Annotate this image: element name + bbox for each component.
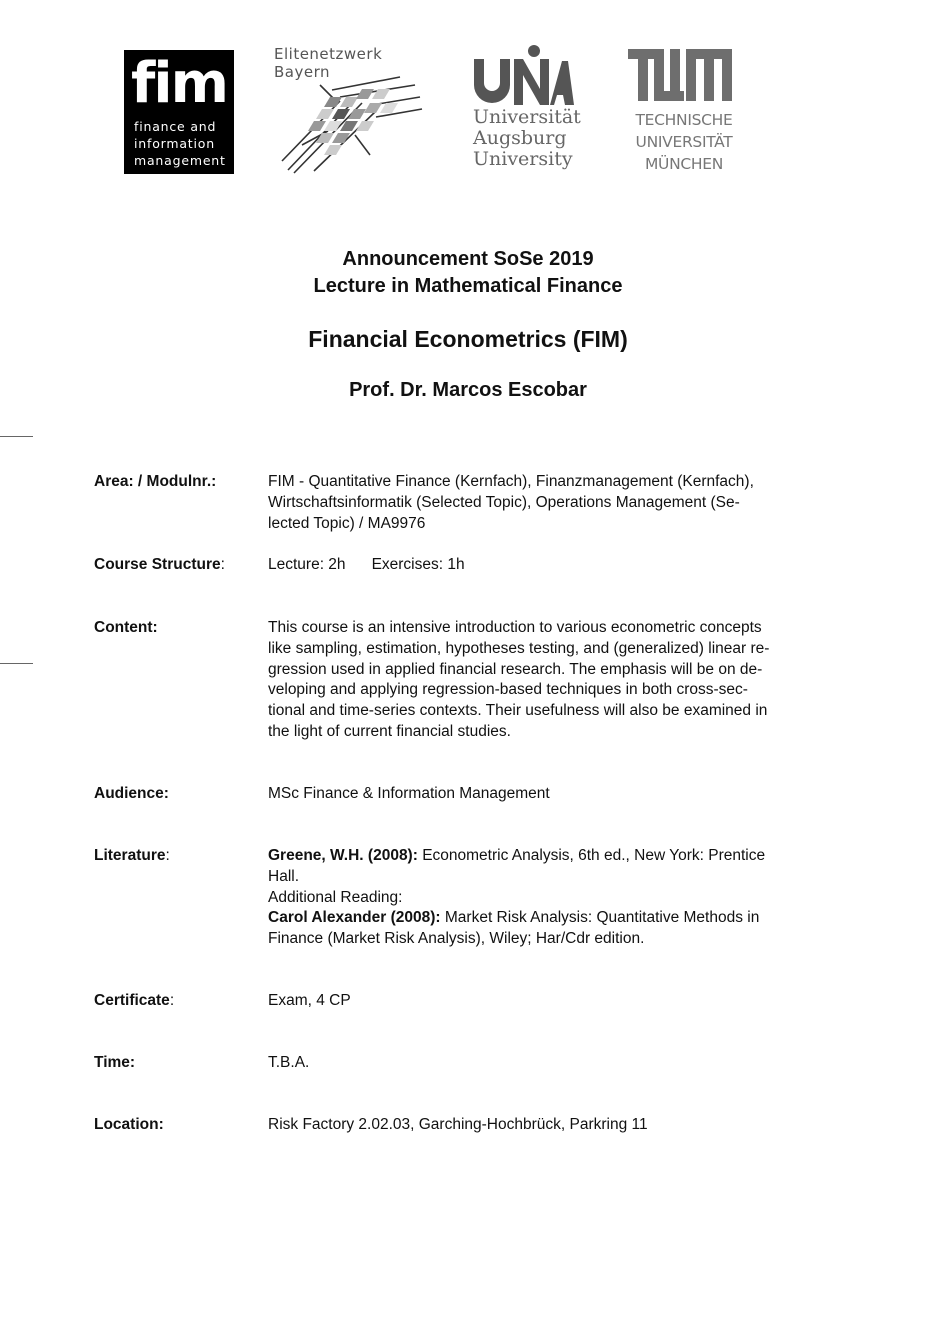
elitenetzwerk-logo — [272, 45, 427, 175]
content-line: tional and time-series contexts. Their usefulness will also be examined in — [268, 702, 768, 720]
certificate-label-text: Certificate — [94, 992, 170, 1009]
content-line: This course is an intensive introduction to various econometric concepts — [268, 619, 762, 636]
literature-label-text: Literature — [94, 847, 166, 864]
augsburg-logo — [470, 45, 585, 175]
elite-logo-line: Elitenetzwerk — [274, 45, 383, 63]
content-value — [268, 618, 838, 743]
structure-label — [94, 555, 225, 576]
augsburg-logo-line: Augsburg — [473, 127, 567, 149]
location-text: Risk Factory 2.02.03, Garching-Hochbrück, Parkring 11 — [268, 1116, 648, 1133]
structure-label-text: Course Structure — [94, 556, 221, 573]
area-value — [268, 472, 838, 534]
lecture-hours: Lecture: 2h — [268, 556, 346, 573]
fim-logo-line: management — [134, 153, 226, 168]
tum-logo-line: TECHNISCHE — [635, 111, 733, 129]
reference-2-author: Carol Alexander (2008): — [268, 909, 441, 927]
content-line: veloping and applying regression-based techniques in both cross-sec- — [268, 681, 748, 699]
fim-logo — [124, 50, 234, 174]
area-line: FIM - Quantitative Finance (Kernfach), Finanzmanagement (Kernfach), — [268, 473, 754, 490]
content-line: the light of current financial studies. — [268, 722, 511, 740]
audience-value — [268, 784, 838, 805]
certificate-label-colon: : — [169, 992, 175, 1009]
elite-logo-line: Bayern — [274, 63, 330, 81]
audience-text: MSc Finance & Information Management — [268, 785, 550, 802]
certificate-text: Exam, 4 CP — [268, 992, 351, 1009]
area-line: lected Topic) / MA9976 — [268, 514, 426, 532]
fim-logo-mark: fim — [131, 51, 227, 116]
fim-logo-line: information — [134, 136, 215, 151]
literature-label-colon: : — [165, 847, 170, 864]
certificate-label — [94, 991, 174, 1012]
time-text: T.B.A. — [268, 1054, 310, 1071]
content-line: like sampling, estimation, hypotheses testing, and (generalized) linear re- — [268, 639, 770, 657]
reference-1-text: Econometric Analysis, 6th ed., New York: Prentice — [417, 847, 766, 864]
margin-mark-upper — [0, 436, 33, 437]
content-label: Content: — [94, 619, 158, 636]
time-value — [268, 1053, 838, 1074]
audience-label: Audience: — [94, 785, 169, 802]
margin-mark-lower — [0, 663, 33, 664]
additional-reading-label: Additional Reading: — [268, 888, 403, 906]
area-line: Wirtschaftsinformatik (Selected Topic), Operations Management (Se- — [268, 493, 740, 511]
elite-logo-graphic — [280, 75, 430, 175]
area-label: Area: / Modulnr.: — [94, 473, 217, 490]
certificate-value — [268, 991, 838, 1012]
lecture-line: Lecture in Mathematical Finance — [313, 275, 623, 297]
augsburg-logo-line: University — [473, 148, 573, 170]
tum-logo-line: UNIVERSITÄT — [635, 133, 733, 151]
professor-name: Prof. Dr. Marcos Escobar — [349, 379, 587, 401]
reference-1-continuation: Hall. — [268, 867, 300, 885]
course-title: Financial Econometrics (FIM) — [308, 326, 628, 352]
location-label: Location: — [94, 1116, 164, 1133]
literature-value — [268, 846, 838, 950]
tum-logo-line: MÜNCHEN — [644, 155, 724, 173]
structure-value — [268, 555, 838, 576]
fim-logo-line: finance and — [134, 119, 217, 134]
tum-logo-mark — [626, 47, 734, 103]
augsburg-logo-mark — [472, 45, 574, 107]
announcement-line: Announcement SoSe 2019 — [342, 248, 594, 270]
announcement-heading — [0, 246, 936, 300]
augsburg-logo-line: Universität — [473, 106, 581, 128]
reference-2-text: Market Risk Analysis: Quantitative Methods in — [440, 909, 760, 927]
content-line: gression used in applied financial research. The emphasis will be on de- — [268, 660, 763, 678]
structure-label-colon: : — [220, 556, 225, 573]
reference-1-author: Greene, W.H. (2008): — [268, 847, 418, 864]
location-value — [268, 1115, 838, 1136]
literature-label — [94, 846, 170, 867]
reference-2-continuation: Finance (Market Risk Analysis), Wiley; Har/Cdr edition. — [268, 930, 645, 948]
time-label: Time: — [94, 1054, 136, 1071]
tum-logo — [626, 47, 738, 177]
exercise-hours: Exercises: 1h — [371, 556, 465, 573]
